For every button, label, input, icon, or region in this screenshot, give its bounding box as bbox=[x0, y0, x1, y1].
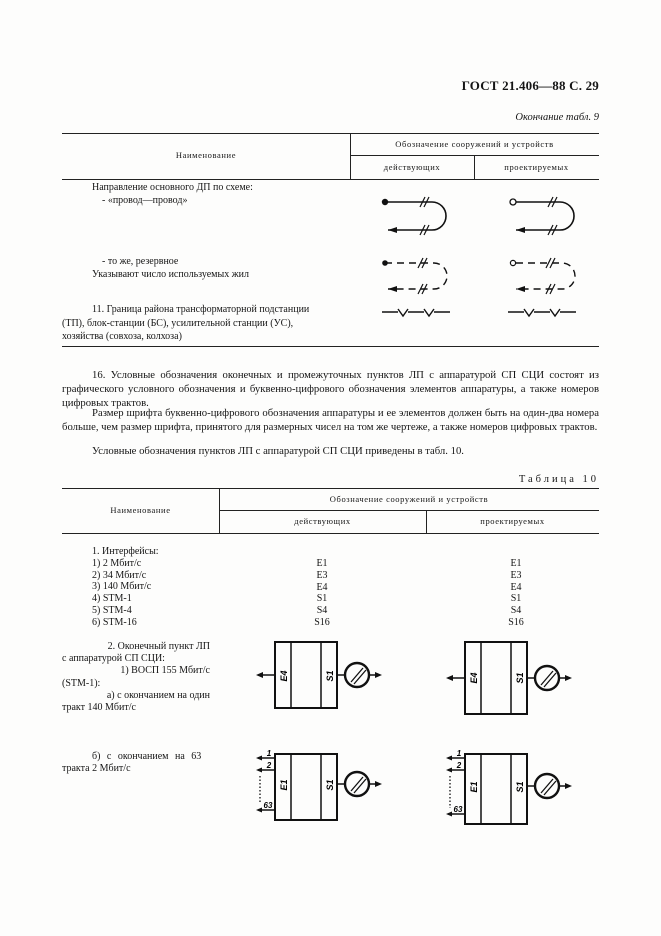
table-10-col-name: Наименование bbox=[110, 505, 171, 515]
table-10-top-rule bbox=[62, 488, 599, 489]
terminal-140-designed-symbol bbox=[444, 638, 584, 718]
interface-item: 5) STM-4 bbox=[92, 604, 132, 616]
paragraph-16: 16. Условные обозначения оконечных и промежуточных пунктов ЛП с аппаратурой СП СЦИ состоят из графического условного обозначения и буквенно-цифрового обозначения элементов аппаратуры, а также номеров цифровых трактов. bbox=[62, 369, 599, 409]
main-direction-existing-symbol bbox=[380, 190, 460, 238]
boundary-designed-symbol bbox=[508, 305, 588, 319]
terminal-point-text: 2. Оконечный пункт ЛП с аппаратурой СП СЦИ: 1) ВОСП 155 Мбит/с (STM-1): а) с окончанием на один тракт 140 Мбит/с bbox=[62, 641, 210, 714]
svg-text:E1: E1 bbox=[279, 779, 289, 791]
table-9-bottom-rule bbox=[62, 346, 599, 347]
interfaces-designed-codes: E1 E3 E4 S1 S4 S16 bbox=[508, 558, 524, 628]
svg-text:1: 1 bbox=[456, 749, 462, 758]
svg-text:63: 63 bbox=[263, 801, 273, 810]
table-continuation-label: Окончание табл. 9 bbox=[515, 112, 599, 123]
terminal-140-existing-symbol bbox=[254, 638, 394, 718]
table-10-col-group: Обозначение сооружений и устройств bbox=[329, 494, 489, 504]
table-9-header-bottom-rule bbox=[62, 179, 599, 180]
page-header: ГОСТ 21.406—88 С. 29 bbox=[461, 78, 599, 93]
interface-item: 3) 140 Мбит/с bbox=[92, 581, 152, 593]
svg-text:E4: E4 bbox=[469, 672, 479, 684]
svg-text:E4: E4 bbox=[279, 670, 289, 682]
table-9-col-name: Наименование bbox=[175, 150, 237, 160]
terminal-63-text: б) с окончанием на 63 тракта 2 Мбит/с bbox=[62, 751, 202, 775]
svg-text:2: 2 bbox=[266, 761, 272, 770]
svg-text:S1: S1 bbox=[515, 672, 525, 684]
svg-text:63: 63 bbox=[453, 805, 463, 814]
boundary-existing-symbol bbox=[382, 305, 462, 319]
table-10-title: Таблица 10 bbox=[518, 474, 599, 485]
paragraph-table-ref: Условные обозначения пунктов ЛП с аппаратурой СП СЦИ приведены в табл. 10. bbox=[92, 445, 464, 457]
interfaces-list: 1. Интерфейсы: 1) 2 Мбит/с 2) 34 Мбит/с 3) 140 Мбит/с 4) STM-1 5) STM-4 6) STM-16 bbox=[92, 546, 159, 628]
reserve-direction-existing-symbol bbox=[380, 253, 460, 299]
table-10-col-designed: проектируемых bbox=[480, 516, 545, 526]
svg-text:E1: E1 bbox=[469, 781, 479, 793]
table-9-row-text: Направление основного ДП по схеме: - «провод—провод» bbox=[92, 182, 253, 206]
table-9-row-text: - то же, резервное Указывают число используемых жил bbox=[92, 256, 249, 280]
interfaces-existing-codes: E1 E3 E4 S1 S4 S16 bbox=[314, 558, 330, 628]
table-9-row-text: 11. Граница района трансформаторной подстанции (ТП), блок-станции (БС), усилительной станции (УС), хозяйства (совхоза, колхоза) bbox=[62, 304, 310, 343]
svg-text:S1: S1 bbox=[515, 781, 525, 793]
svg-text:2: 2 bbox=[456, 761, 462, 770]
svg-text:1: 1 bbox=[266, 749, 272, 758]
interface-item: 2) 34 Мбит/с bbox=[92, 569, 147, 581]
terminal-63-designed-symbol bbox=[442, 744, 582, 834]
main-direction-designed-symbol bbox=[508, 190, 588, 238]
interface-item: 1) 2 Мбит/с bbox=[92, 557, 142, 569]
table-9-col-existing: действующих bbox=[383, 162, 441, 172]
paragraph-font-size: Размер шрифта буквенно-цифрового обозначения аппаратуры и ее элементов должен быть на один-два номера больше, чем размер шрифта, принятого для размерных чисел на том же чертеже, а также номеров цифровых трактов. bbox=[62, 407, 599, 433]
terminal-63-existing-symbol bbox=[252, 746, 392, 830]
svg-text:S1: S1 bbox=[325, 670, 335, 682]
table-10-col-existing: действующих bbox=[294, 516, 351, 526]
table-9-col-designed: проектируемых bbox=[504, 162, 569, 172]
table-10-header-bottom-rule bbox=[62, 533, 599, 534]
svg-text:S1: S1 bbox=[325, 779, 335, 791]
interface-item: 6) STM-16 bbox=[92, 616, 137, 628]
table-9-col-group: Обозначение сооружений и устройств bbox=[395, 139, 554, 149]
reserve-direction-designed-symbol bbox=[508, 253, 588, 299]
table-10-subheader-rule bbox=[219, 510, 599, 511]
table-9-top-rule bbox=[62, 133, 599, 134]
interface-item: 4) STM-1 bbox=[92, 593, 132, 605]
